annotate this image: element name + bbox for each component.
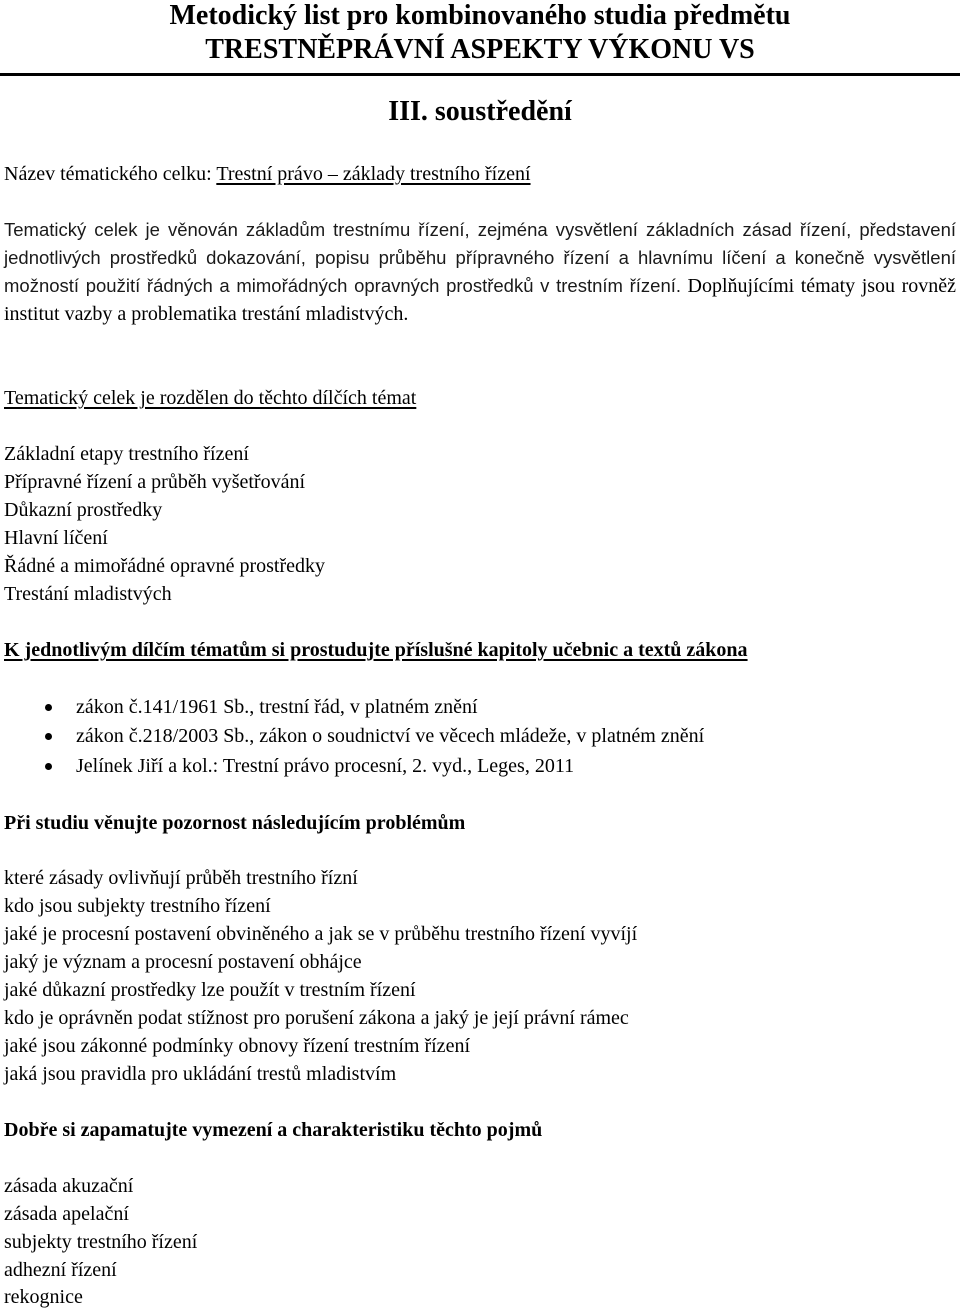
term-item: rekognice	[4, 1286, 83, 1308]
problem-item: jaká jsou pravidla pro ukládání trestů mladistvím	[4, 1063, 397, 1085]
terms-heading: Dobře si zapamatujte vymezení a charakteristiku těchto pojmů	[4, 1119, 543, 1141]
problem-item: jaké důkazní prostředky lze použít v trestním řízení	[4, 979, 416, 1001]
literature-item-text: Jelínek Jiří a kol.: Trestní právo procesní, 2. vyd., Leges, 2011	[76, 755, 575, 777]
literature-item-text: zákon č.141/1961 Sb., trestní řád, v platném znění	[76, 696, 478, 718]
intro-paragraph	[4, 216, 956, 328]
topic-label: Název tématického celku:	[4, 163, 217, 185]
problem-item: které zásady ovlivňují průběh trestního řízní	[4, 867, 358, 889]
subtopic-item: Trestání mladistvých	[4, 583, 172, 605]
literature-item-text: zákon č.218/2003 Sb., zákon o soudnictví ve věcech mládeže, v platném znění	[76, 725, 705, 747]
document-title-line-1: Metodický list pro kombinovaného studia předmětu	[169, 0, 791, 31]
literature-item	[76, 722, 704, 750]
literature-heading: K jednotlivým dílčím tématům si prostudujte příslušné kapitoly učebnic a textů zákona	[4, 639, 748, 661]
document-title-line-2: TRESTNĚPRÁVNÍ ASPEKTY VÝKONU VS	[205, 34, 755, 65]
intro-text-part-2: Doplňujícími tématy jsou rovněž institut vazby a problematika trestání mladistvých.	[4, 275, 956, 325]
literature-item	[76, 752, 574, 780]
problem-item: kdo je oprávněn podat stížnost pro porušení zákona a jaký je její právní rámec	[4, 1007, 629, 1029]
subtopic-item: Přípravné řízení a průběh vyšetřování	[4, 471, 306, 493]
subtopic-item: Důkazní prostředky	[4, 499, 163, 521]
literature-item	[76, 693, 478, 721]
subtopic-item: Základní etapy trestního řízení	[4, 443, 249, 465]
topic-value: Trestní právo – základy trestního řízení	[216, 163, 531, 185]
subtopic-item: Řádné a mimořádné opravné prostředky	[4, 555, 326, 577]
problems-heading: Při studiu věnujte pozornost následujícím problémům	[4, 812, 466, 834]
intro-text-part-1: Tematický celek je věnován základům trestnímu řízení, zejména vysvětlení základních zásad řízení, představení jednotlivých prostředků dokazování, popisu průběhu přípravného řízení a hlavnímu líčení a konečně vysvětlení možností použití řádných a mimořádných opravných prostředků v trestním řízení.	[4, 219, 956, 296]
bullet-icon	[45, 763, 52, 770]
term-item: zásada akuzační	[4, 1175, 134, 1197]
subtopics-heading: Tematický celek je rozdělen do těchto dílčích témat	[4, 387, 417, 409]
problem-item: jaké je procesní postavení obviněného a jak se v průběhu trestního řízení vyvíjí	[4, 923, 638, 945]
problem-item: kdo jsou subjekty trestního řízení	[4, 895, 271, 917]
session-title: III. soustředění	[388, 96, 572, 127]
problem-item: jaké jsou zákonné podmínky obnovy řízení trestním řízení	[4, 1035, 470, 1057]
title-divider	[0, 73, 960, 76]
problem-item: jaký je význam a procesní postavení obhájce	[4, 951, 362, 973]
term-item: subjekty trestního řízení	[4, 1231, 198, 1253]
term-item: zásada apelační	[4, 1203, 129, 1225]
bullet-icon	[45, 704, 52, 711]
topic-line	[4, 160, 531, 188]
bullet-icon	[45, 733, 52, 740]
term-item: adhezní řízení	[4, 1259, 117, 1281]
subtopic-item: Hlavní líčení	[4, 527, 108, 549]
